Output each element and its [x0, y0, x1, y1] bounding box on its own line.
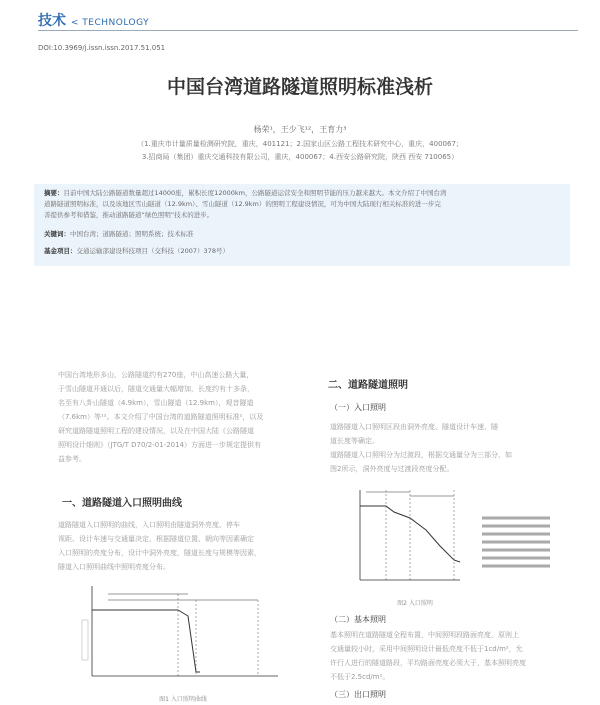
figure-entrance-lighting [350, 484, 575, 596]
fund-label: 基金项目： [44, 247, 77, 255]
figure-legend [482, 518, 550, 566]
affiliation-line: （1.重庆市计量质量检测研究院，重庆，401121；2.国家山区公路工程技术研究中心，重庆，400067； [137, 140, 463, 148]
body-line: 道长度等确定。 [330, 437, 379, 445]
section-tag [38, 10, 149, 30]
paper-title: 中国台湾道路隧道照明标准浅析 [166, 76, 433, 98]
header-divider [38, 30, 578, 31]
fund-line [44, 246, 564, 257]
abstract-box [34, 184, 570, 266]
figure-entrance-lighting-curve [78, 580, 288, 692]
body-line: 研究道路隧道照明工程的建设情况，以及在中国大陆《公路隧道 [58, 427, 254, 435]
body-line: 益参考。 [58, 455, 86, 463]
affiliations [60, 138, 540, 164]
figure-side-label-box [82, 620, 88, 660]
figure-1-caption: 图1 入口照明曲线 [159, 696, 207, 703]
body-line: 图2所示，洞外亮度与过渡段亮度分配。 [330, 465, 454, 473]
left-column-intro [58, 368, 310, 466]
section-heading-1: 一、道路隧道入口照明曲线 [62, 498, 182, 509]
figure-2-caption: 图2 入口照明 [397, 600, 433, 607]
body-line: 许行人进行的隧道路段，平均路面亮度必须大于，基本照明亮度 [330, 659, 526, 667]
subsection-heading-3: （三）出口照明 [330, 690, 386, 699]
affiliation-line: 3.招商局（集团）重庆交通科技有限公司，重庆，400067；4.西安公路研究院，陕西 西安 710065） [141, 153, 459, 161]
keywords-label: 关键词： [44, 230, 70, 238]
body-line: 道路隧道入口照明的曲线，入口照明由隧道洞外亮度、停车 [58, 521, 240, 529]
body-line: 入口照明的亮度分布，设计中洞外亮度，隧道长度与规模等因素， [58, 549, 261, 557]
left-column-section1 [58, 518, 310, 574]
right-column-sub2 [330, 628, 582, 684]
body-line: 交通量较小时，采用中间照明设计最低亮度不低于1cd/m²，允 [330, 645, 523, 653]
body-line: 照明设计细则》（JTG/T D70/2-01-2014）方面进一步规定提供有 [58, 441, 262, 449]
abstract-line: 善提供参考和借鉴，推动道路隧道“绿色照明”技术的进步。 [44, 211, 214, 219]
body-line: 道路隧道入口照明分为过渡段，根据交通量分为三部分，如 [330, 451, 512, 459]
figure-curve [92, 610, 200, 672]
body-line: 不低于2.5cd/m²。 [330, 673, 390, 681]
subsection-heading-2: （二）基本照明 [330, 615, 386, 624]
abstract-line [44, 188, 564, 199]
body-line: 隧道入口照明曲线中照明亮度分布。 [58, 563, 170, 571]
keywords-line [44, 229, 564, 240]
abstract-label: 摘要： [44, 189, 64, 197]
body-line: 视距、设计车速与交通量决定，根据隧道位置、朝向等因素确定 [58, 535, 254, 543]
body-line: 道路隧道入口照明区段由洞外亮度、隧道设计车速、隧 [330, 423, 498, 431]
right-column-sub1 [330, 420, 582, 476]
subsection-heading-1: （一）入口照明 [330, 403, 386, 412]
section-heading-2: 二、道路隧道照明 [328, 380, 408, 391]
body-line: 基本照明在道路隧道全程布置，中间照明段路面亮度，原则上 [330, 631, 519, 639]
body-line: 于雪山隧道开通以后，隧道交通量大幅增加，长度约有十多条， [58, 385, 254, 393]
body-line: （7.6km）等¹²。本文介绍了中国台湾的道路隧道照明标准²，以及 [58, 413, 264, 421]
section-tag-label: 技术 [38, 13, 66, 29]
body-line: 名至有八卦山隧道（4.9km），雪山隧道（12.9km），观音隧道 [58, 399, 254, 407]
doi-line: DOI:10.3969/j.issn.issn.2017.51.051 [38, 44, 166, 52]
fund-text: 交通运输部建设科技项目（交科技（2007）378号） [76, 247, 229, 255]
abstract-line: 道路隧道照明标准，以及该地区雪山隧道（12.9km）、雪山隧道（12.9km）的照明工程建设情况，可为中国大陆现行相关标准的进一步完 [44, 200, 441, 208]
section-tag-english: < TECHNOLOGY [70, 18, 150, 28]
abstract-text: 目前中国大陆公路隧道数量超过14000座，累积长度12000km，公路隧道运营安全和照明节能的压力越来越大。本文介绍了中国台湾 [63, 189, 447, 197]
body-line: 中国台湾地形多山，公路隧道约有270座，中山高速公路大量， [58, 371, 254, 379]
keywords-text: 中国台湾；道路隧道；照明系统；技术标准 [70, 230, 194, 238]
author-list: 杨荣¹，王少飞¹²，王育力³ [253, 125, 347, 134]
